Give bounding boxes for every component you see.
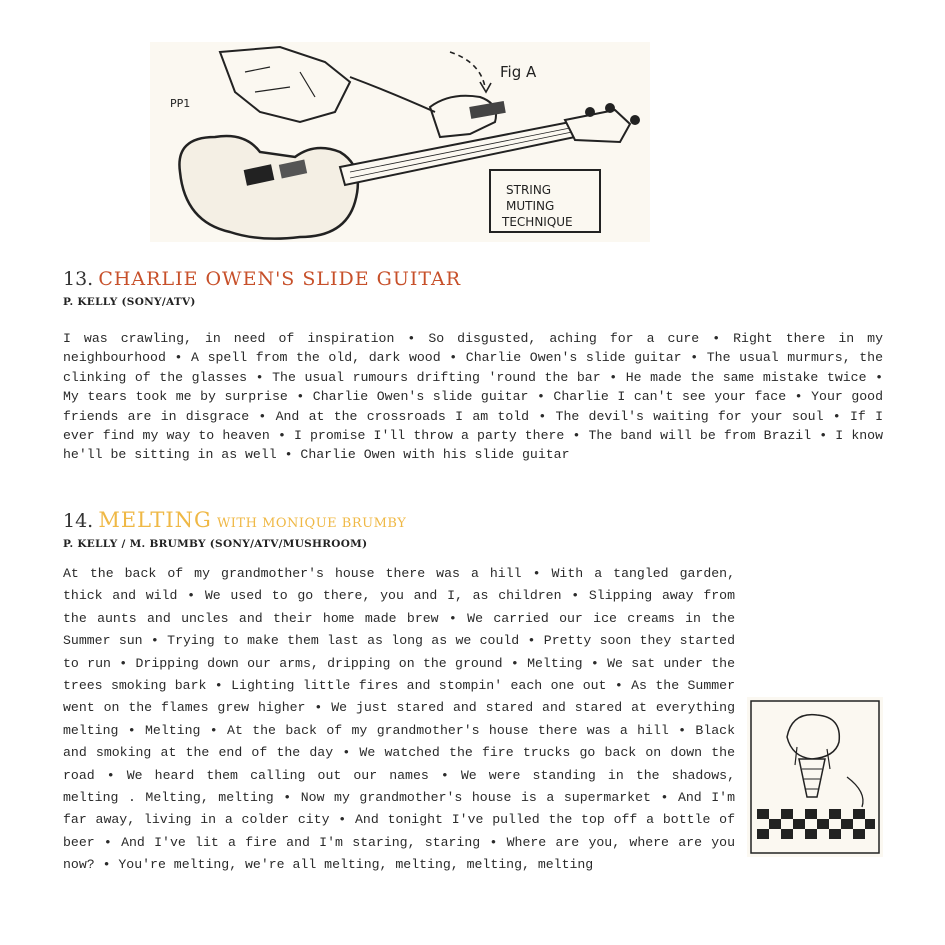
fig-label: Fig A: [500, 63, 537, 81]
song-13-heading: [63, 268, 461, 290]
ice-cream-illustration: [747, 697, 883, 857]
song-14-lyrics: At the back of my grandmother's house there was a hill • With a tangled garden, thick and wild • We used to go there, you and I, as children • Slipping away from the aunts and uncles and their home made brew • We carried our ice creams in the Summer sun • Trying to make them last as long as we could • Pretty soon they started to run • Dripping down our arms, dripping on the ground • Melting • We sat under the trees smoking bark • Lighting little fires and stompin' each one out • As the Summer went on the flames grew higher • We just stared and stared and stared at everything melting • Melting • At the back of my grandmother's house there was a hill • Black and smoking at the end of the day • We watched the fire trucks go back on down the road • We heard them calling out our names • We were standing in the shadows, melting . Melting, melting • Now my grandmother's house is a supermarket • And I'm far away, living in a colder city • And tonight I've pulled the top off a bottle of beer • And I've lit a fire and I'm staring, staring • Where are you, where are you now? • You're melting, we're all melting, melting, melting, melting: [63, 566, 735, 873]
song-13-credit: P. KELLY (SONY/ATV): [63, 296, 196, 308]
song-14-number: 14.: [63, 510, 94, 532]
pp-label: PP1: [170, 97, 191, 110]
song-13-title: CHARLIE OWEN'S SLIDE GUITAR: [98, 268, 461, 290]
song-14-title: MELTING: [98, 508, 212, 532]
song-14-heading: [63, 508, 406, 532]
song-13-number: 13.: [63, 268, 94, 290]
song-14-lyrics-block: [63, 563, 883, 877]
box-line-3: TECHNIQUE: [502, 215, 573, 229]
box-line-1: STRING: [506, 183, 552, 197]
song-13-lyrics: I was crawling, in need of inspiration • So disgusted, aching for a cure • Right there in my neighbourhood • A spell from the old, dark wood • Charlie Owen's slide guitar • The usual murmurs, the clinking of the glasses • The usual rumours drifting 'round the bar • He made the same mistake twice • My tears took me by surprise • Charlie Owen's slide guitar • Charlie I can't see your face • Your good friends are in disgrace • And at the crossroads I am told • The devil's waiting for your soul • If I ever find my way to heaven • I promise I'll throw a party there • The band will be from Brazil • I know he'll be sitting in as well • Charlie Owen with his slide guitar: [63, 331, 883, 463]
guitar-illustration: [150, 42, 650, 242]
box-line-2: MUTING: [506, 199, 555, 213]
song-14-credit: P. KELLY / M. BRUMBY (SONY/ATV/MUSHROOM): [63, 538, 368, 550]
song-14-subtitle: WITH MONIQUE BRUMBY: [216, 516, 407, 531]
